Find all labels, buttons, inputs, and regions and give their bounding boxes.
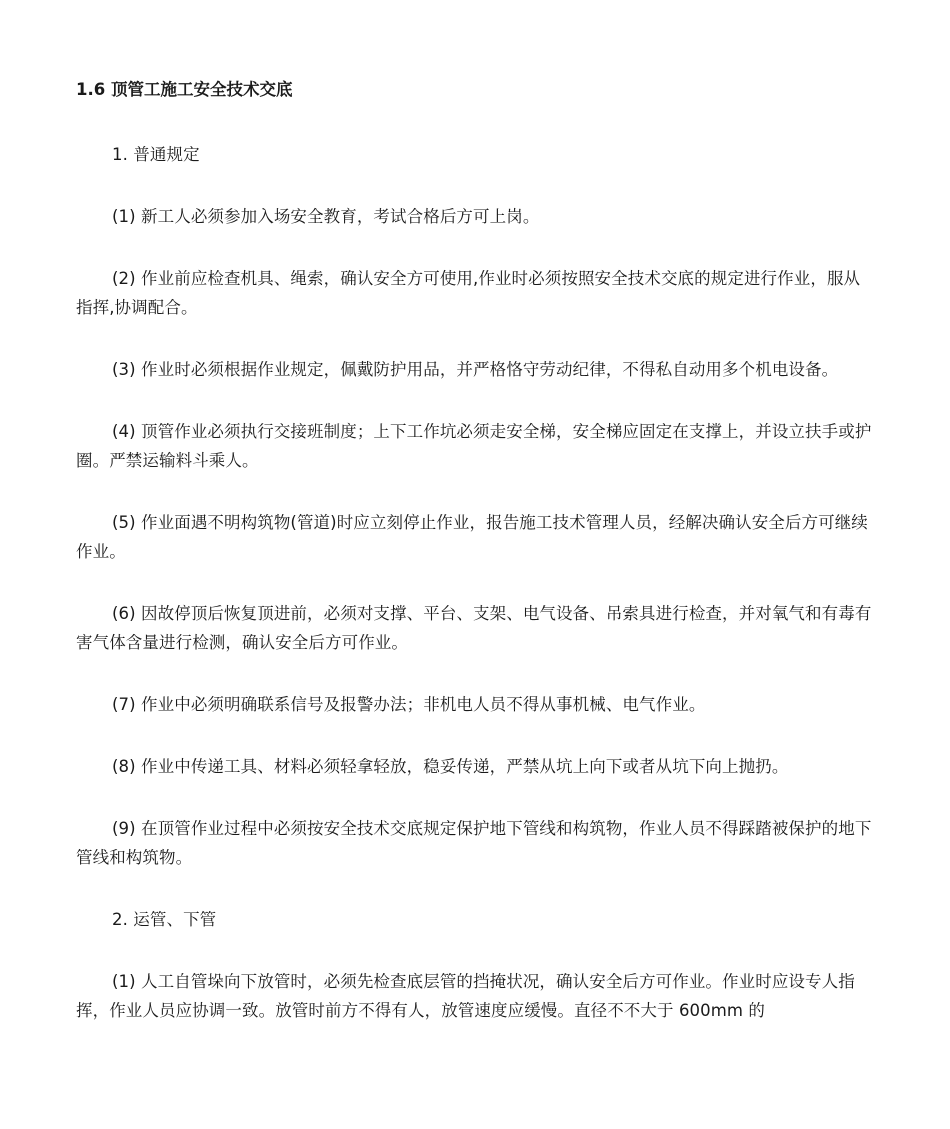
paragraph: (9) 在顶管作业过程中必须按安全技术交底规定保护地下管线和构筑物，作业人员不得踩踏被保护的地下管线和构筑物。 [76, 819, 872, 867]
section-title: 1.6 顶管工施工安全技术交底 [76, 80, 293, 99]
paragraph: (1) 新工人必须参加入场安全教育，考试合格后方可上岗。 [112, 207, 540, 226]
subsection-heading: 1. 普通规定 [112, 145, 200, 164]
paragraph: (4) 顶管作业必须执行交接班制度；上下工作坑必须走安全梯，安全梯应固定在支撑上，并设立扶手或护圈。严禁运输料斗乘人。 [76, 422, 872, 470]
paragraph: (8) 作业中传递工具、材料必须轻拿轻放，稳妥传递，严禁从坑上向下或者从坑下向上抛扔。 [112, 757, 789, 776]
paragraph: (2) 作业前应检查机具、绳索，确认安全方可使用,作业时必须按照安全技术交底的规定进行作业，服从指挥,协调配合。 [76, 269, 861, 317]
paragraph: (1) 人工自管垛向下放管时，必须先检查底层管的挡掩状况，确认安全后方可作业。作业时应设专人指挥，作业人员应协调一致。放管时前方不得有人，放管速度应缓慢。直径不不大于 600mm 的 [76, 972, 855, 1020]
paragraph: (7) 作业中必须明确联系信号及报警办法；非机电人员不得从事机械、电气作业。 [112, 695, 706, 714]
subsection-heading: 2. 运管、下管 [112, 910, 217, 929]
paragraph: (3) 作业时必须根据作业规定，佩戴防护用品，并严格恪守劳动纪律，不得私自动用多个机电设备。 [112, 360, 839, 379]
paragraph: (6) 因故停顶后恢复顶进前，必须对支撑、平台、支架、电气设备、吊索具进行检查，并对氧气和有毒有害气体含量进行检测，确认安全后方可作业。 [76, 604, 872, 652]
paragraph: (5) 作业面遇不明构筑物(管道)时应立刻停止作业，报告施工技术管理人员，经解决确认安全后方可继续作业。 [76, 513, 868, 561]
